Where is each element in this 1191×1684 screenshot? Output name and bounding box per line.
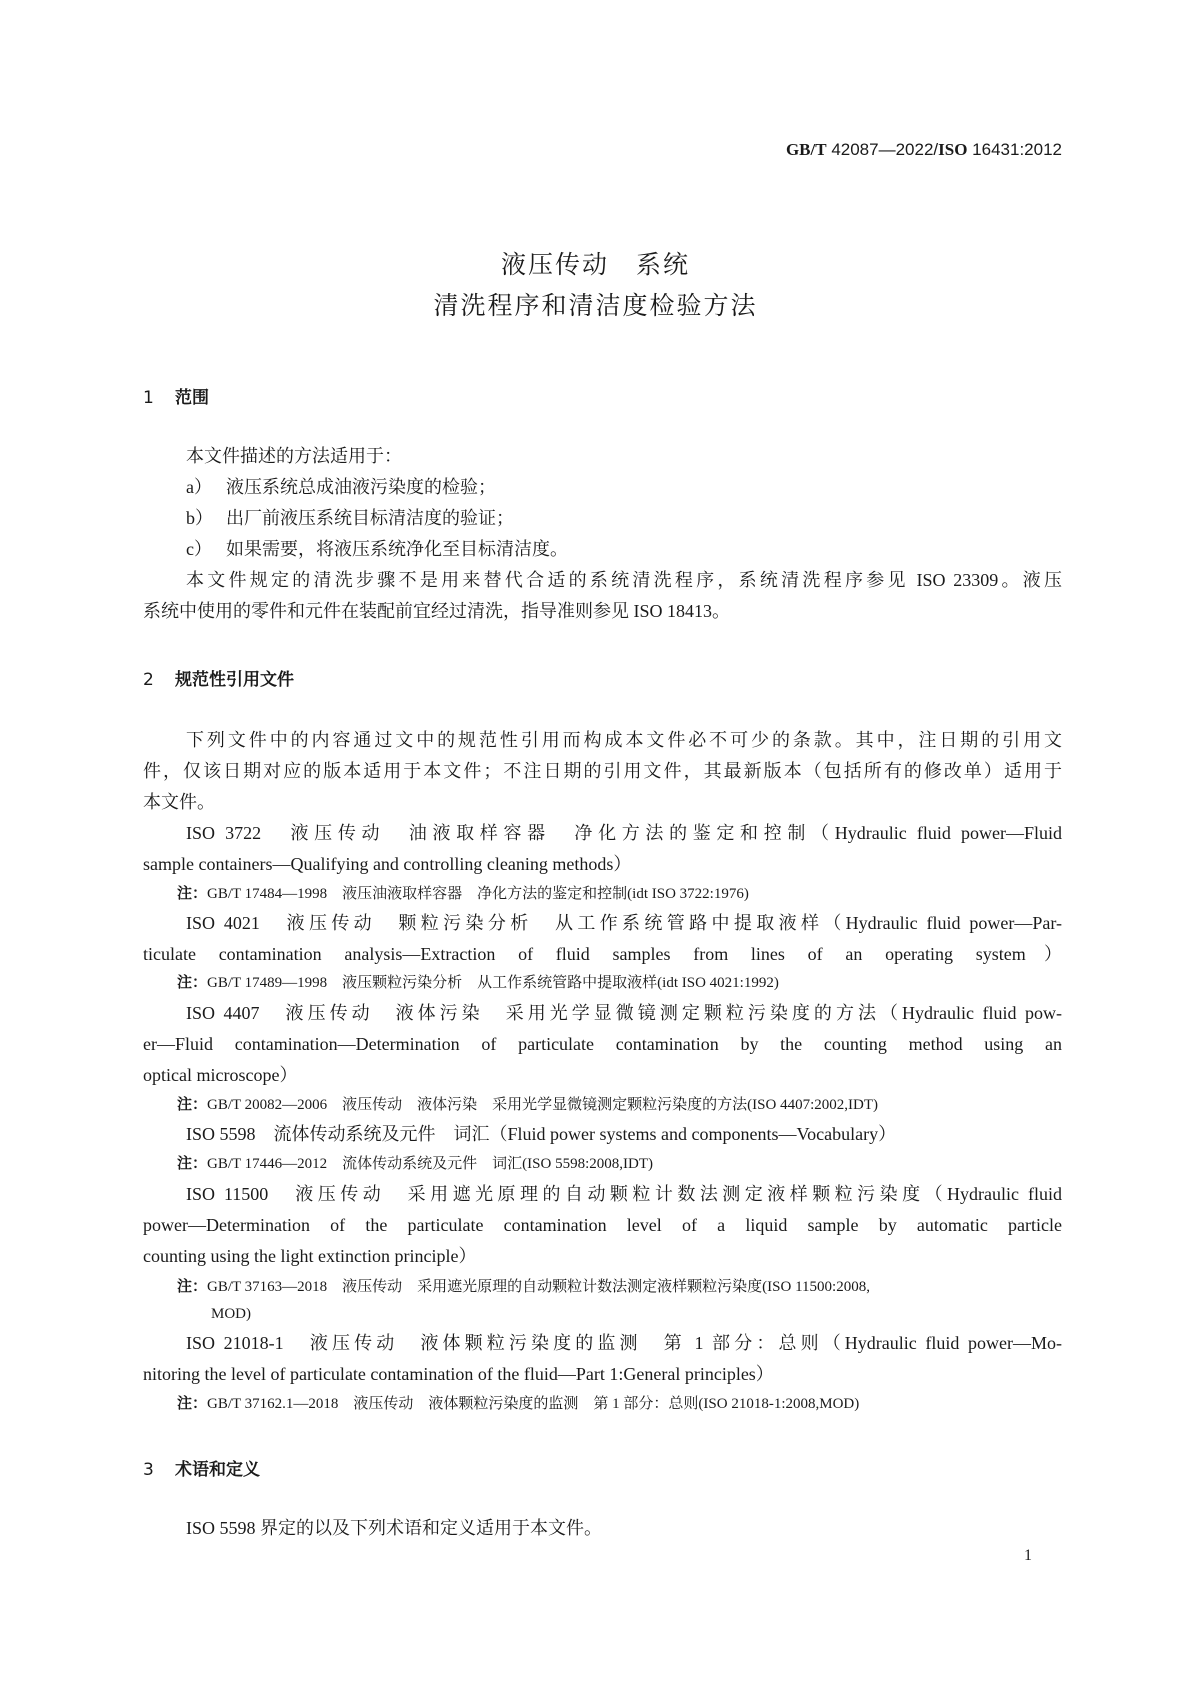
note-text: GB/T 37162.1—2018 液压传动 液体颗粒污染度的监测 第 1 部分：总则(ISO 21018-1:2008,MOD) [207,1396,860,1412]
reference-note [177,969,1062,997]
normative-intro [143,725,1062,818]
reference-line: ISO 21018-1 液压传动 液体颗粒污染度的监测 第 1 部分：总则（Hydraulic fluid power—Mo- [186,1333,1062,1353]
document-title-line1: 液压传动 系统 [500,250,690,279]
reference-line: ISO 4407 液压传动 液体污染 采用光学显微镜测定颗粒污染度的方法（Hydraulic fluid pow- [186,1003,1062,1023]
reference-iso-4407 [143,998,1062,1091]
terms-body [143,1513,1062,1544]
reference-note [177,1091,1062,1119]
reference-line: ISO 11500 液压传动 采用遮光原理的自动颗粒计数法测定液样颗粒污染度（Hydraulic fluid [186,1184,1062,1204]
section-number: 2 [143,670,154,690]
note-text: GB/T 37163—2018 液压传动 采用遮光原理的自动颗粒计数法测定液样颗粒污染度(ISO 11500:2008, [207,1279,870,1295]
reference-line: nitoring the level of particulate contamination of the fluid—Part 1:General principles） [143,1364,774,1384]
std-prefix: GB/T [785,140,827,159]
reference-note [177,1390,1062,1418]
paragraph-line: 件，仅该日期对应的版本适用于本文件；不注日期的引用文件，其最新版本（包括所有的修改单）适用于 [143,761,1062,781]
section-number: 1 [143,388,154,408]
note-label: 注： [177,1394,208,1412]
item-text: 出厂前液压系统目标清洁度的验证； [226,508,514,528]
iso-number: 16431:2012 [972,140,1062,159]
reference-note [177,1150,1062,1178]
section-number: 3 [143,1460,154,1480]
note-label: 注： [177,1095,208,1113]
paragraph-line: 本文件。 [143,792,215,812]
scope-body [143,441,1062,627]
reference-note [177,880,1062,908]
reference-iso-3722 [143,818,1062,880]
item-text: 液压系统总成油液污染度的检验； [226,477,496,497]
section-heading-normative-references [143,665,294,690]
std-number: 42087—2022/ [831,140,939,159]
note-label: 注： [177,973,208,991]
section-heading-scope [143,383,209,408]
list-item [143,503,1062,534]
terms-paragraph: ISO 5598 界定的以及下列术语和定义适用于本文件。 [186,1518,603,1538]
reference-line: optical microscope） [143,1065,298,1085]
iso-prefix: ISO [938,140,968,159]
reference-line: counting using the light extinction principle） [143,1246,477,1266]
standard-number-header [786,140,1062,160]
reference-line: ticulate contamination analysis—Extraction of fluid samples from lines of an operating system） [143,944,1062,964]
note-text: GB/T 17489—1998 液压颗粒污染分析 从工作系统管路中提取液样(idt ISO 4021:1992) [207,975,779,991]
item-label: c） [186,539,212,559]
reference-iso-21018-1 [143,1328,1062,1390]
reference-line: er—Fluid contamination—Determination of particulate contamination by the counting method using an [143,1034,1062,1054]
reference-line: power—Determination of the particulate contamination level of a liquid sample by automatic particle [143,1215,1062,1235]
document-title-line2: 清洗程序和清洁度检验方法 [433,291,758,320]
section-title: 规范性引用文件 [175,670,294,690]
reference-iso-4021 [143,908,1062,970]
list-item [143,472,1062,503]
scope-intro: 本文件描述的方法适用于： [186,446,402,466]
reference-line: sample containers—Qualifying and controlling cleaning methods） [143,854,632,874]
item-label: a） [186,477,212,497]
list-item [143,534,1062,565]
note-text: MOD) [211,1306,251,1322]
item-label: b） [186,508,213,528]
note-text: GB/T 20082—2006 液压传动 液体污染 采用光学显微镜测定颗粒污染度的方法(ISO 4407:2002,IDT) [207,1097,878,1113]
paragraph-line: 下列文件中的内容通过文中的规范性引用而构成本文件必不可少的条款。其中，注日期的引用文 [186,730,1062,750]
section-title: 范围 [175,388,209,408]
reference-iso-11500 [143,1179,1062,1272]
reference-line: ISO 5598 流体传动系统及元件 词汇（Fluid power systems and components—Vocabulary） [186,1124,897,1144]
reference-line: ISO 4021 液压传动 颗粒污染分析 从工作系统管路中提取液样（Hydraulic fluid power—Par- [186,913,1062,933]
reference-line: ISO 3722 液压传动 油液取样容器 净化方法的鉴定和控制（Hydraulic fluid power—Fluid [186,823,1062,843]
page-number: 1 [1024,1547,1032,1564]
note-label: 注： [177,1154,208,1172]
section-heading-terms [143,1455,260,1480]
note-text: GB/T 17484—1998 液压油液取样容器 净化方法的鉴定和控制(idt ISO 3722:1976) [207,886,749,902]
scope-paragraph-line: 系统中使用的零件和元件在装配前宜经过清洗，指导准则参见 ISO 18413。 [143,601,731,621]
item-text: 如果需要，将液压系统净化至目标清洁度。 [226,539,568,559]
scope-paragraph-line: 本文件规定的清洗步骤不是用来替代合适的系统清洗程序，系统清洗程序参见 ISO 23309。液压 [186,570,1062,590]
reference-note [177,1273,1062,1328]
reference-iso-5598 [143,1119,1062,1150]
note-label: 注： [177,884,208,902]
section-title: 术语和定义 [175,1460,260,1480]
note-label: 注： [177,1277,208,1295]
note-text: GB/T 17446—2012 流体传动系统及元件 词汇(ISO 5598:2008,IDT) [207,1156,653,1172]
